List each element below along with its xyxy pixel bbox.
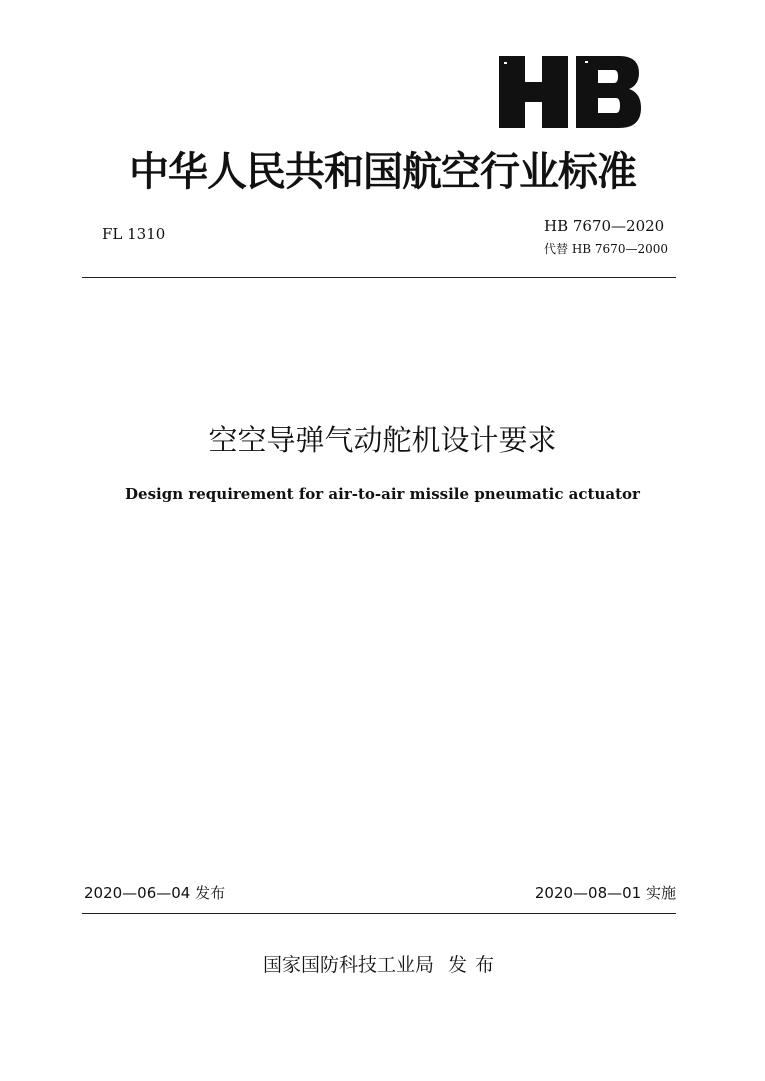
implementation-date: 2020—08—01 实施 [534, 884, 676, 902]
org-title: 中华人民共和国航空行业标准 [129, 149, 636, 195]
issue-date: 2020—06—04 发布 [84, 884, 226, 902]
issuer-name: 国家国防科技工业局 [262, 954, 434, 976]
bottom-divider [82, 913, 676, 914]
top-divider [82, 277, 676, 278]
title-chinese: 空空导弹气动舵机设计要求 [208, 423, 557, 457]
issuer-line [0, 950, 765, 977]
hb-logo-graphic [499, 52, 641, 128]
classification-code: FL 1310 [102, 225, 166, 243]
replaces-standard: 代替 HB 7670—2000 [544, 242, 668, 256]
issuer-verb: 发布 [448, 954, 503, 976]
title-english: Design requirement for air-to-air missile pneumatic actuator [125, 485, 640, 503]
standard-number: HB 7670—2020 [544, 217, 665, 235]
hb-logo [499, 52, 641, 128]
